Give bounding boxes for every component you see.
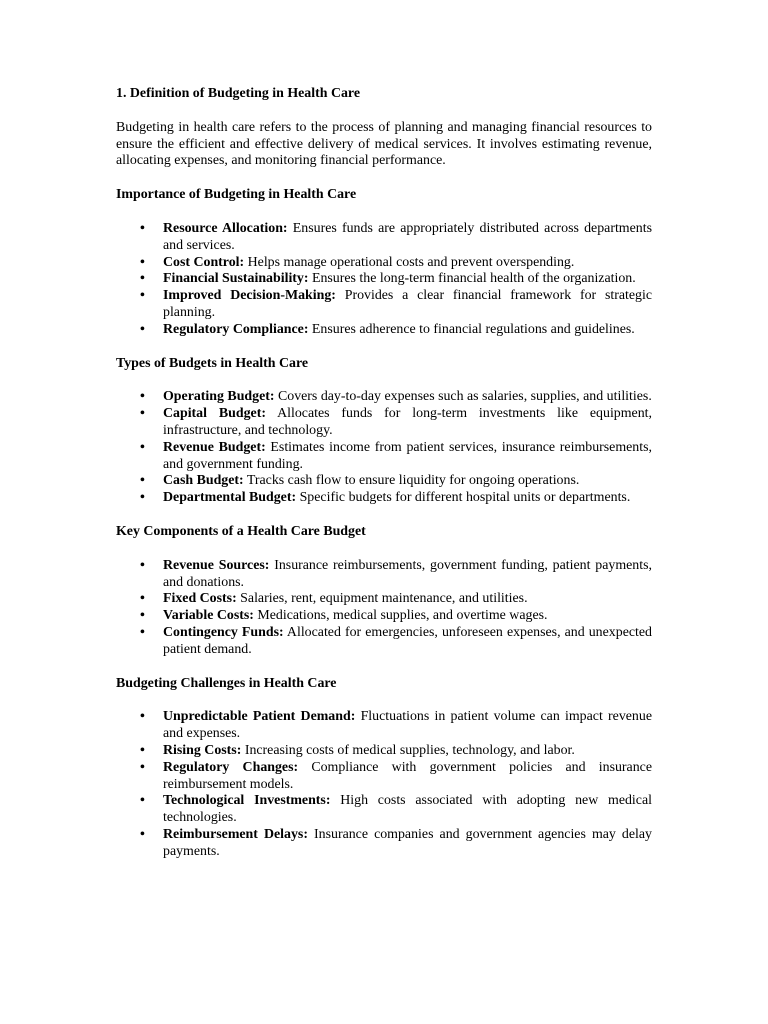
- bullet-icon: •: [140, 490, 145, 506]
- bullet-icon: •: [140, 608, 145, 624]
- bullet-icon: •: [140, 406, 145, 422]
- list-item: • Unpredictable Patient Demand: Fluctuations in patient volume can impact revenue and expenses.: [140, 709, 652, 742]
- document-title: 1. Definition of Budgeting in Health Care: [116, 86, 360, 101]
- section-heading-challenges: Budgeting Challenges in Health Care: [116, 675, 337, 691]
- list-item: • Cash Budget: Tracks cash flow to ensure liquidity for ongoing operations.: [140, 473, 580, 489]
- bullet-icon: •: [140, 321, 145, 337]
- list-item: • Reimbursement Delays: Insurance companies and government agencies may delay payments.: [140, 826, 652, 859]
- bullet-icon: •: [140, 271, 145, 287]
- section-heading-types: Types of Budgets in Health Care: [116, 355, 309, 371]
- list-item: • Financial Sustainability: Ensures the long-term financial health of the organization.: [140, 271, 636, 287]
- bullet-icon: •: [140, 220, 145, 236]
- bullet-icon: •: [140, 473, 145, 489]
- bullet-icon: •: [140, 439, 145, 455]
- list-item: • Regulatory Compliance: Ensures adherence to financial regulations and guidelines.: [140, 321, 635, 337]
- intro-paragraph: Budgeting in health care refers to the process of planning and managing financial resources to ensure the efficient and effective delivery of medical services. It involves estimating revenue, allocating expenses, and monitoring financial performance.: [116, 119, 652, 169]
- components-list: [116, 558, 652, 659]
- bullet-icon: •: [140, 826, 145, 842]
- document-page: [116, 86, 652, 877]
- list-item: • Fixed Costs: Salaries, rent, equipment maintenance, and utilities.: [140, 591, 528, 607]
- list-item: • Operating Budget: Covers day-to-day expenses such as salaries, supplies, and utilities.: [140, 389, 652, 405]
- list-item: • Cost Control: Helps manage operational costs and prevent overspending.: [140, 254, 575, 270]
- bullet-icon: •: [140, 389, 145, 405]
- list-item: • Departmental Budget: Specific budgets for different hospital units or departments.: [140, 490, 631, 506]
- bullet-icon: •: [140, 709, 145, 725]
- list-item: • Variable Costs: Medications, medical supplies, and overtime wages.: [140, 608, 548, 624]
- bullet-icon: •: [140, 793, 145, 809]
- types-list: [116, 389, 652, 507]
- bullet-icon: •: [140, 624, 145, 640]
- importance-list: [116, 221, 652, 339]
- list-item: • Rising Costs: Increasing costs of medical supplies, technology, and labor.: [140, 742, 575, 758]
- challenges-list: [116, 709, 652, 860]
- list-item: • Revenue Sources: Insurance reimbursements, government funding, patient payments, and donations.: [140, 557, 652, 590]
- list-item: • Capital Budget: Allocates funds for long-term investments like equipment, infrastructure, and technology.: [140, 406, 653, 438]
- section-heading-components: Key Components of a Health Care Budget: [116, 523, 366, 539]
- bullet-icon: •: [140, 759, 145, 775]
- list-item: • Technological Investments: High costs associated with adopting new medical technologies.: [140, 793, 652, 826]
- bullet-icon: •: [140, 254, 145, 270]
- bullet-icon: •: [140, 591, 145, 607]
- section-heading-importance: Importance of Budgeting in Health Care: [116, 187, 357, 203]
- list-item: • Revenue Budget: Estimates income from patient services, insurance reimbursements, and government funding.: [140, 439, 652, 472]
- bullet-icon: •: [140, 742, 145, 758]
- list-item: • Resource Allocation: Ensures funds are appropriately distributed across departments and services.: [140, 220, 652, 253]
- list-item: • Regulatory Changes: Compliance with government policies and insurance reimbursement models.: [140, 759, 653, 792]
- list-item: • Improved Decision-Making: Provides a clear financial framework for strategic planning.: [140, 288, 653, 320]
- bullet-icon: •: [140, 288, 145, 304]
- bullet-icon: •: [140, 557, 145, 573]
- list-item: • Contingency Funds: Allocated for emergencies, unforeseen expenses, and unexpected patient demand.: [140, 624, 652, 657]
